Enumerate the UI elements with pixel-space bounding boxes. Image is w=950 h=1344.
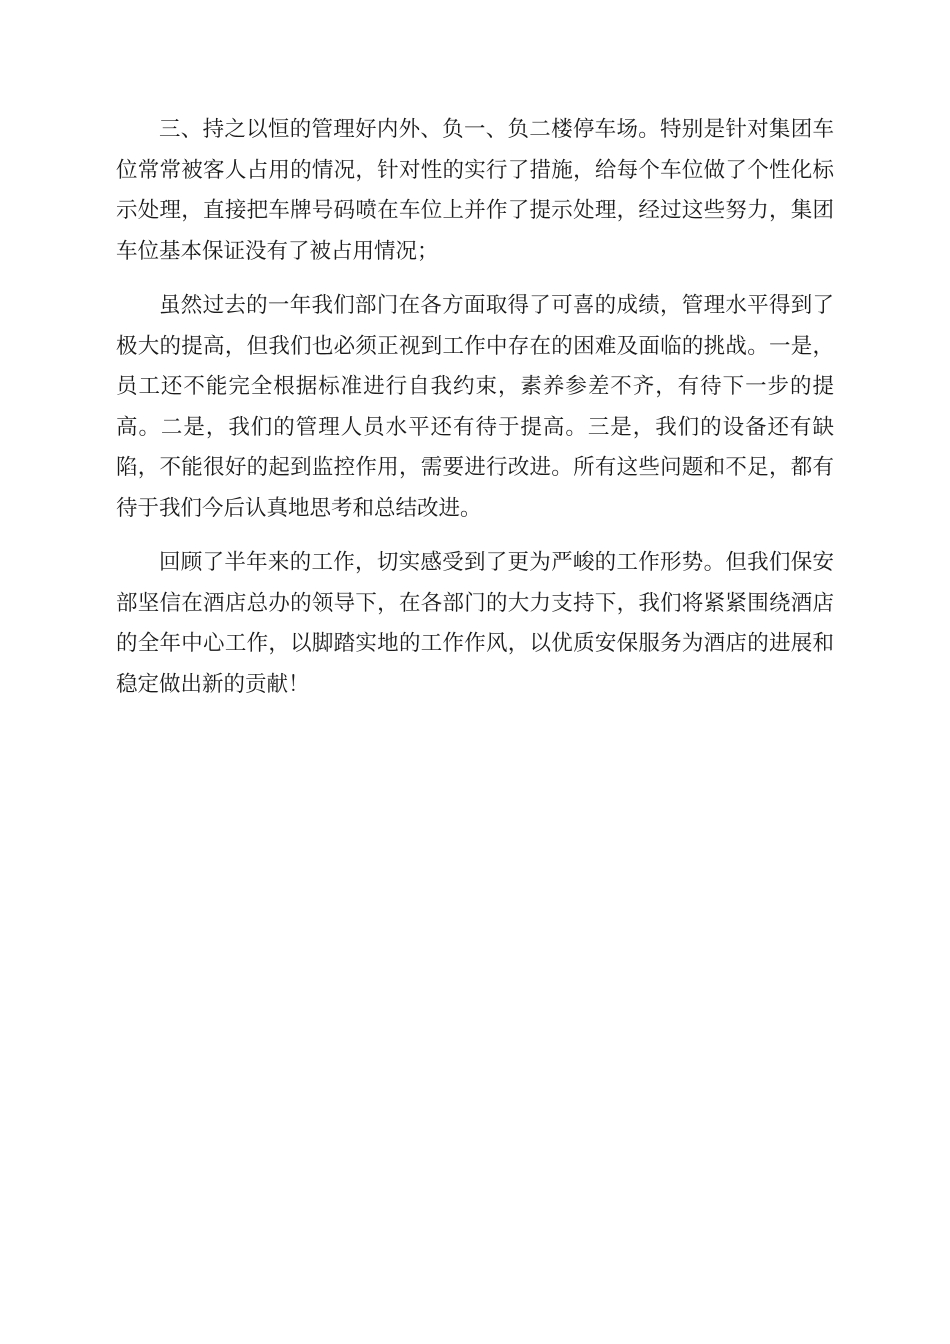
- document-body: [116, 110, 834, 719]
- paragraph-parking-management: 三、持之以恒的管理好内外、负一、负二楼停车场。特别是针对集团车位常常被客人占用的情况，针对性的实行了措施，给每个车位做了个性化标示处理，直接把车牌号码喷在车位上并作了提示处理，经过这些努力，集团车位基本保证没有了被占用情况；: [116, 117, 834, 264]
- paragraph-challenges: 虽然过去的一年我们部门在各方面取得了可喜的成绩，管理水平得到了极大的提高，但我们也必须正视到工作中存在的困难及面临的挑战。一是，员工还不能完全根据标准进行自我约束，素养参差不齐，有待下一步的提高。二是，我们的管理人员水平还有待于提高。三是，我们的设备还有缺陷，不能很好的起到监控作用，需要进行改进。所有这些问题和不足，都有待于我们今后认真地思考和总结改进。: [116, 293, 834, 521]
- paragraph-conclusion: 回顾了半年来的工作，切实感受到了更为严峻的工作形势。但我们保安部坚信在酒店总办的领导下，在各部门的大力支持下，我们将紧紧围绕酒店的全年中心工作，以脚踏实地的工作作风，以优质安保服务为酒店的进展和稳定做出新的贡献！: [116, 550, 834, 697]
